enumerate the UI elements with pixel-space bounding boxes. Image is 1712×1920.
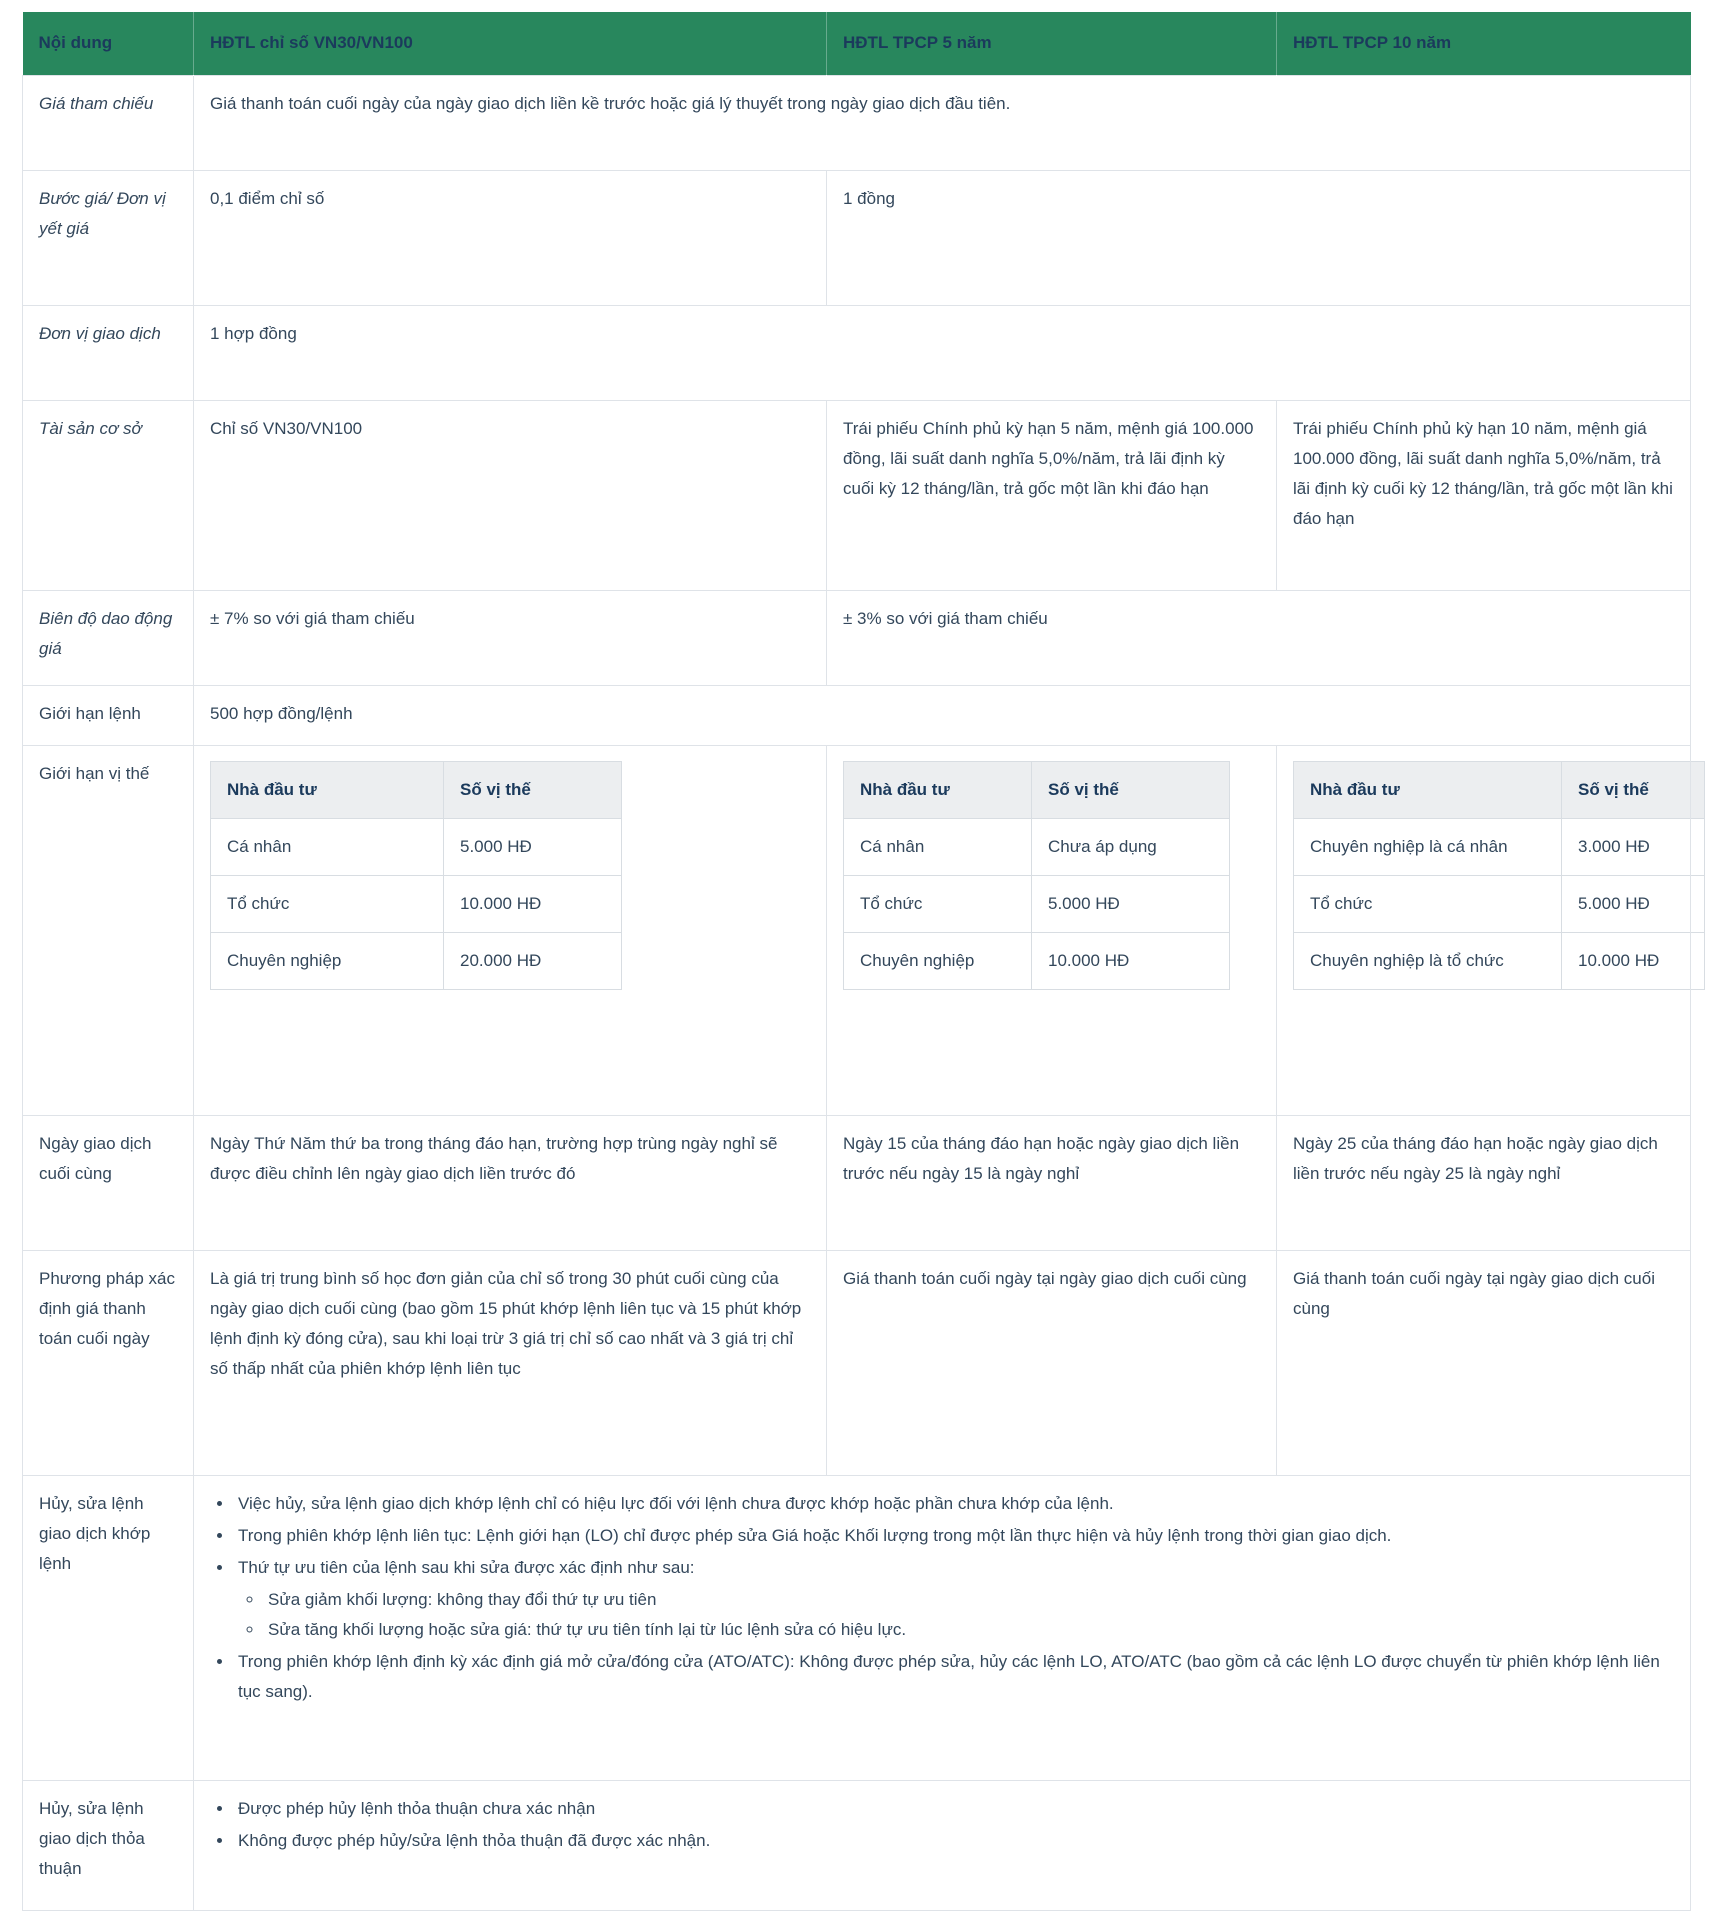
- order-limit-label: Giới hạn lệnh: [23, 685, 194, 745]
- table-row: [844, 818, 1230, 875]
- price-band-label: Biên độ dao động giá: [23, 590, 194, 685]
- cancel-matched-bullet-list: [210, 1489, 1674, 1707]
- row-last-trading-day: [23, 1115, 1691, 1250]
- position-limit-label: Giới hạn vị thế: [23, 745, 194, 1115]
- cancel-put-through-rules: [194, 1780, 1691, 1910]
- tick-size-index: 0,1 điểm chỉ số: [194, 170, 827, 305]
- nested-header-positions: Số vị thế: [1032, 761, 1230, 818]
- nested-header-row: [844, 761, 1230, 818]
- investor-type: Cá nhân: [844, 818, 1032, 875]
- header-noi-dung: Nội dung: [23, 12, 194, 75]
- last-trading-day-label: Ngày giao dịch cuối cùng: [23, 1115, 194, 1250]
- trading-unit-label: Đơn vị giao dịch: [23, 305, 194, 400]
- row-cancel-put-through: [23, 1780, 1691, 1910]
- futures-specification-table: [22, 12, 1691, 1911]
- bullet-item: • Việc hủy, sửa lệnh giao dịch khớp lệnh chỉ có hiệu lực đối với lệnh chưa được khớp hoặc phần chưa khớp của lệnh.: [234, 1489, 1674, 1519]
- investor-type: Chuyên nghiệp là tổ chức: [1294, 932, 1562, 989]
- row-reference-price: [23, 75, 1691, 170]
- cancel-matched-rules: [194, 1475, 1691, 1780]
- settlement-method-bond5: Giá thanh toán cuối ngày tại ngày giao dịch cuối cùng: [827, 1250, 1277, 1475]
- last-trading-day-bond5: Ngày 15 của tháng đáo hạn hoặc ngày giao dịch liền trước nếu ngày 15 là ngày nghỉ: [827, 1115, 1277, 1250]
- row-cancel-matched: [23, 1475, 1691, 1780]
- price-band-bond: ± 3% so với giá tham chiếu: [827, 590, 1691, 685]
- tick-size-label: Bước giá/ Đơn vị yết giá: [23, 170, 194, 305]
- position-count: Chưa áp dụng: [1032, 818, 1230, 875]
- position-count: 10.000 HĐ: [1032, 932, 1230, 989]
- sub-bullet-item: ◦ Sửa giảm khối lượng: không thay đổi thứ tự ưu tiên: [264, 1585, 1674, 1615]
- settlement-method-bond10: Giá thanh toán cuối ngày tại ngày giao dịch cuối cùng: [1277, 1250, 1691, 1475]
- row-settlement-method: [23, 1250, 1691, 1475]
- row-order-limit: [23, 685, 1691, 745]
- header-tpcp-5y: HĐTL TPCP 5 năm: [827, 12, 1277, 75]
- underlying-index: Chỉ số VN30/VN100: [194, 400, 827, 590]
- investor-type: Chuyên nghiệp: [211, 932, 444, 989]
- position-count: 5.000 HĐ: [444, 818, 622, 875]
- bullet-text: Thứ tự ưu tiên của lệnh sau khi sửa được xác định như sau:: [238, 1557, 695, 1577]
- header-vn30: HĐTL chỉ số VN30/VN100: [194, 12, 827, 75]
- bullet-item: • Trong phiên khớp lệnh liên tục: Lệnh giới hạn (LO) chỉ được phép sửa Giá hoặc Khối lượng trong một lần thực hiện và hủy lệnh trong thời gian giao dịch.: [234, 1521, 1674, 1551]
- investor-type: Chuyên nghiệp là cá nhân: [1294, 818, 1562, 875]
- bullet-item: • Trong phiên khớp lệnh định kỳ xác định giá mở cửa/đóng cửa (ATO/ATC): Không được phép sửa, hủy các lệnh LO, ATO/ATC (bao gồm cả các lệnh LO được chuyển từ phiên khớp lệnh liên tục sang).: [234, 1647, 1674, 1707]
- table-row: [1294, 932, 1705, 989]
- table-row: [844, 932, 1230, 989]
- tick-size-bond: 1 đồng: [827, 170, 1691, 305]
- table-row: [1294, 818, 1705, 875]
- underlying-label: Tài sản cơ sở: [23, 400, 194, 590]
- investor-type: Cá nhân: [211, 818, 444, 875]
- row-position-limit: [23, 745, 1691, 1115]
- table-row: [211, 875, 622, 932]
- sub-bullet-item: ◦ Sửa tăng khối lượng hoặc sửa giá: thứ tự ưu tiên tính lại từ lúc lệnh sửa có hiệu lực.: [264, 1615, 1674, 1645]
- header-row: [23, 12, 1691, 75]
- row-underlying: [23, 400, 1691, 590]
- last-trading-day-index: Ngày Thứ Năm thứ ba trong tháng đáo hạn, trường hợp trùng ngày nghỉ sẽ được điều chỉnh lên ngày giao dịch liền trước đó: [194, 1115, 827, 1250]
- position-count: 10.000 HĐ: [1562, 932, 1705, 989]
- position-limit-bond10-cell: [1277, 745, 1691, 1115]
- trading-unit-value: 1 hợp đồng: [194, 305, 1691, 400]
- position-limit-table-tpcp5: [843, 761, 1230, 990]
- last-trading-day-bond10: Ngày 25 của tháng đáo hạn hoặc ngày giao dịch liền trước nếu ngày 25 là ngày nghỉ: [1277, 1115, 1691, 1250]
- investor-type: Tổ chức: [1294, 875, 1562, 932]
- nested-header-positions: Số vị thế: [444, 761, 622, 818]
- header-tpcp-10y: HĐTL TPCP 10 năm: [1277, 12, 1691, 75]
- bullet-item: • Được phép hủy lệnh thỏa thuận chưa xác nhận: [234, 1794, 1674, 1824]
- table-row: [211, 818, 622, 875]
- position-limit-index-cell: [194, 745, 827, 1115]
- nested-header-positions: Số vị thế: [1562, 761, 1705, 818]
- position-count: 3.000 HĐ: [1562, 818, 1705, 875]
- nested-header-investor: Nhà đầu tư: [844, 761, 1032, 818]
- position-limit-table-tpcp10: [1293, 761, 1705, 990]
- row-price-band: [23, 590, 1691, 685]
- reference-price-value: Giá thanh toán cuối ngày của ngày giao dịch liền kề trước hoặc giá lý thuyết trong ngày giao dịch đầu tiên.: [194, 75, 1691, 170]
- underlying-bond5: Trái phiếu Chính phủ kỳ hạn 5 năm, mệnh giá 100.000 đồng, lãi suất danh nghĩa 5,0%/năm, trả lãi định kỳ cuối kỳ 12 tháng/lần, trả gốc một lần khi đáo hạn: [827, 400, 1277, 590]
- priority-sub-list: [238, 1585, 1674, 1645]
- position-count: 5.000 HĐ: [1562, 875, 1705, 932]
- bullet-item: [234, 1553, 1674, 1645]
- position-limit-bond5-cell: [827, 745, 1277, 1115]
- table-row: [1294, 875, 1705, 932]
- table-row: [211, 932, 622, 989]
- cancel-put-through-label: Hủy, sửa lệnh giao dịch thỏa thuận: [23, 1780, 194, 1910]
- investor-type: Tổ chức: [844, 875, 1032, 932]
- investor-type: Chuyên nghiệp: [844, 932, 1032, 989]
- nested-header-row: [211, 761, 622, 818]
- position-count: 5.000 HĐ: [1032, 875, 1230, 932]
- row-tick-size: [23, 170, 1691, 305]
- table-row: [844, 875, 1230, 932]
- settlement-method-label: Phương pháp xác định giá thanh toán cuối ngày: [23, 1250, 194, 1475]
- position-count: 20.000 HĐ: [444, 932, 622, 989]
- nested-header-investor: Nhà đầu tư: [211, 761, 444, 818]
- nested-header-row: [1294, 761, 1705, 818]
- investor-type: Tổ chức: [211, 875, 444, 932]
- position-limit-table-vn30: [210, 761, 622, 990]
- cancel-put-through-bullet-list: [210, 1794, 1674, 1856]
- cancel-matched-label: Hủy, sửa lệnh giao dịch khớp lệnh: [23, 1475, 194, 1780]
- bullet-item: • Không được phép hủy/sửa lệnh thỏa thuận đã được xác nhận.: [234, 1826, 1674, 1856]
- position-count: 10.000 HĐ: [444, 875, 622, 932]
- row-trading-unit: [23, 305, 1691, 400]
- nested-header-investor: Nhà đầu tư: [1294, 761, 1562, 818]
- underlying-bond10: Trái phiếu Chính phủ kỳ hạn 10 năm, mệnh giá 100.000 đồng, lãi suất danh nghĩa 5,0%/năm, trả lãi định kỳ cuối kỳ 12 tháng/lần, trả gốc một lần khi đáo hạn: [1277, 400, 1691, 590]
- reference-price-label: Giá tham chiếu: [23, 75, 194, 170]
- price-band-index: ± 7% so với giá tham chiếu: [194, 590, 827, 685]
- settlement-method-index: Là giá trị trung bình số học đơn giản của chỉ số trong 30 phút cuối cùng của ngày giao dịch cuối cùng (bao gồm 15 phút khớp lệnh liên tục và 15 phút khớp lệnh định kỳ đóng cửa), sau khi loại trừ 3 giá trị chỉ số cao nhất và 3 giá trị chỉ số thấp nhất của phiên khớp lệnh liên tục: [194, 1250, 827, 1475]
- order-limit-value: 500 hợp đồng/lệnh: [194, 685, 1691, 745]
